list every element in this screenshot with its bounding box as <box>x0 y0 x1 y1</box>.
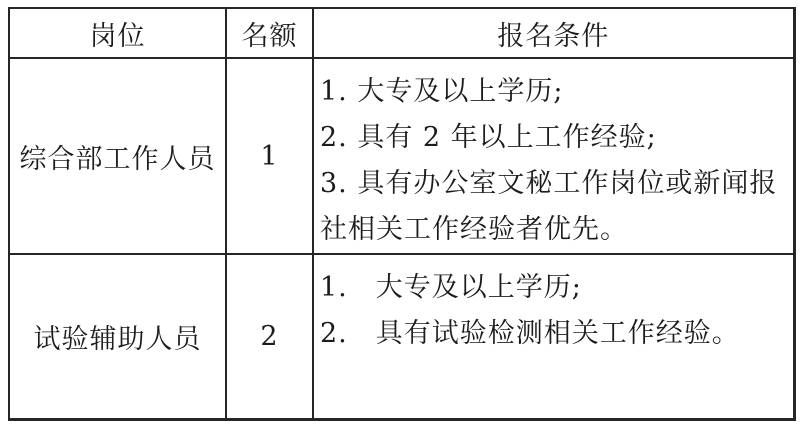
condition-line: 1. 大专及以上学历; <box>320 76 564 107</box>
header-quota: 名额 <box>226 8 313 58</box>
conditions-cell <box>313 58 794 254</box>
recruitment-table <box>8 7 796 421</box>
header-row <box>9 8 794 58</box>
condition-line: 2. 具有试验检测相关工作经验。 <box>320 318 740 349</box>
table-row <box>9 58 794 254</box>
condition-line: 3. 具有办公室文秘工作岗位或新闻报 <box>320 168 778 199</box>
quota-cell: 2 <box>226 254 313 419</box>
conditions-cell <box>313 254 794 419</box>
header-position: 岗位 <box>9 8 226 58</box>
condition-line: 社相关工作经验者优先。 <box>320 214 628 245</box>
table-row <box>9 254 794 419</box>
header-conditions: 报名条件 <box>313 8 794 58</box>
quota-cell: 1 <box>226 58 313 254</box>
position-cell: 综合部工作人员 <box>9 58 226 254</box>
position-cell: 试验辅助人员 <box>9 254 226 419</box>
condition-line: 2. 具有 2 年以上工作经验; <box>320 122 657 153</box>
condition-line: 1. 大专及以上学历; <box>320 272 582 303</box>
